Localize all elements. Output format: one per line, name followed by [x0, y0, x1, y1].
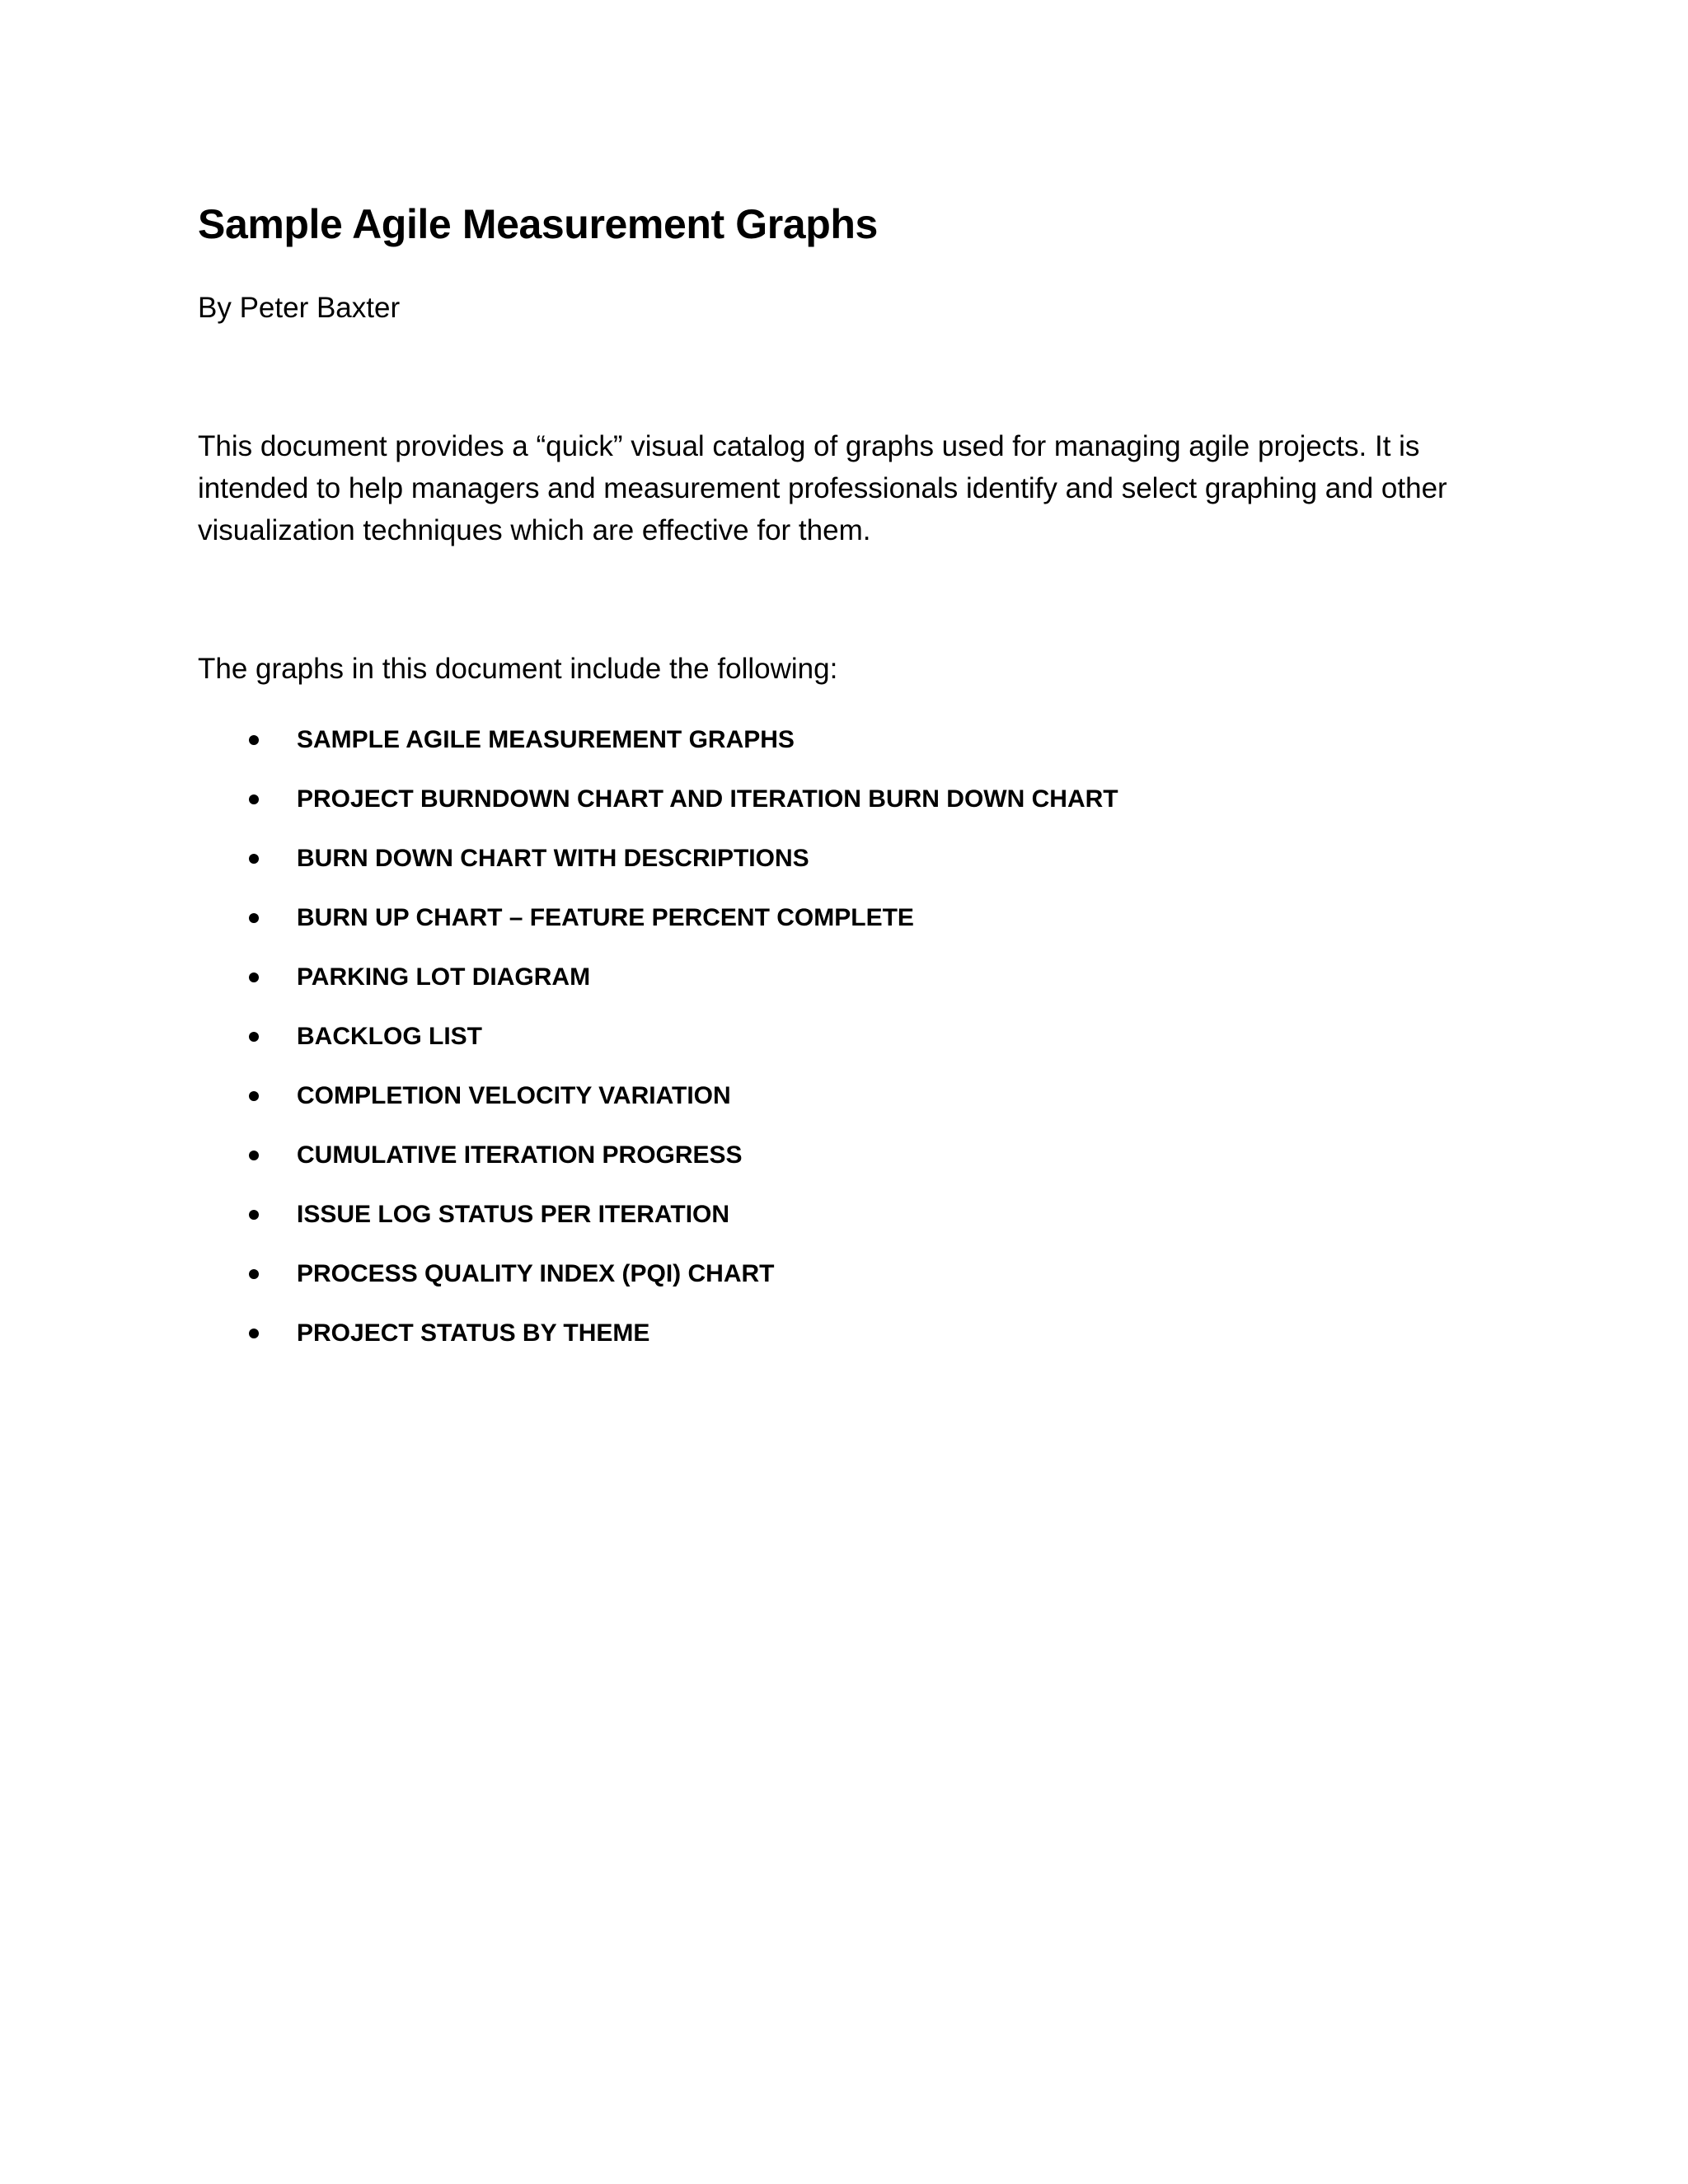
- list-item-label: COMPLETION VELOCITY VARIATION: [297, 1082, 731, 1109]
- list-item-label: PROJECT STATUS BY THEME: [297, 1319, 650, 1347]
- list-item: [198, 1198, 1118, 1258]
- list-item: [198, 1020, 1118, 1080]
- bullet-icon: [249, 1032, 259, 1042]
- list-item-label: ISSUE LOG STATUS PER ITERATION: [297, 1201, 730, 1228]
- list-item: [198, 902, 1118, 961]
- intro-paragraph: [198, 425, 1467, 551]
- bullet-icon: [249, 854, 259, 864]
- list-item: [198, 1080, 1118, 1139]
- bullet-icon: [249, 1329, 259, 1338]
- graph-list: [198, 724, 1118, 1376]
- list-item: [198, 1317, 1118, 1376]
- bullet-icon: [249, 913, 259, 923]
- list-item-label: PROJECT BURNDOWN CHART AND ITERATION BURN DOWN CHART: [297, 785, 1118, 813]
- bullet-icon: [249, 794, 259, 804]
- bullet-icon: [249, 1151, 259, 1160]
- bullet-icon: [249, 972, 259, 982]
- list-item: [198, 1139, 1118, 1198]
- intro-line: visualization techniques which are effective for them.: [198, 514, 871, 546]
- intro-line: This document provides a “quick” visual catalog of graphs used for managing agile projects. It is: [198, 430, 1420, 462]
- bullet-icon: [249, 1269, 259, 1279]
- bullet-icon: [249, 1091, 259, 1101]
- list-item: [198, 961, 1118, 1020]
- list-item-label: BACKLOG LIST: [297, 1023, 482, 1050]
- list-item-label: BURN DOWN CHART WITH DESCRIPTIONS: [297, 845, 809, 872]
- list-item-label: PARKING LOT DIAGRAM: [297, 963, 591, 991]
- bullet-icon: [249, 735, 259, 745]
- author-line: By Peter Baxter: [198, 292, 401, 324]
- bullet-icon: [249, 1210, 259, 1220]
- list-item: [198, 783, 1118, 842]
- list-item-label: CUMULATIVE ITERATION PROGRESS: [297, 1141, 743, 1169]
- list-item-label: PROCESS QUALITY INDEX (PQI) CHART: [297, 1260, 775, 1287]
- list-item: [198, 842, 1118, 902]
- list-intro: The graphs in this document include the following:: [198, 653, 838, 685]
- list-item: [198, 1258, 1118, 1317]
- list-item: [198, 724, 1118, 783]
- document-title: Sample Agile Measurement Graphs: [198, 201, 878, 247]
- list-item-label: BURN UP CHART – FEATURE PERCENT COMPLETE: [297, 904, 914, 931]
- intro-line: intended to help managers and measurement professionals identify and select graphing and other: [198, 472, 1447, 504]
- list-item-label: SAMPLE AGILE MEASUREMENT GRAPHS: [297, 726, 795, 753]
